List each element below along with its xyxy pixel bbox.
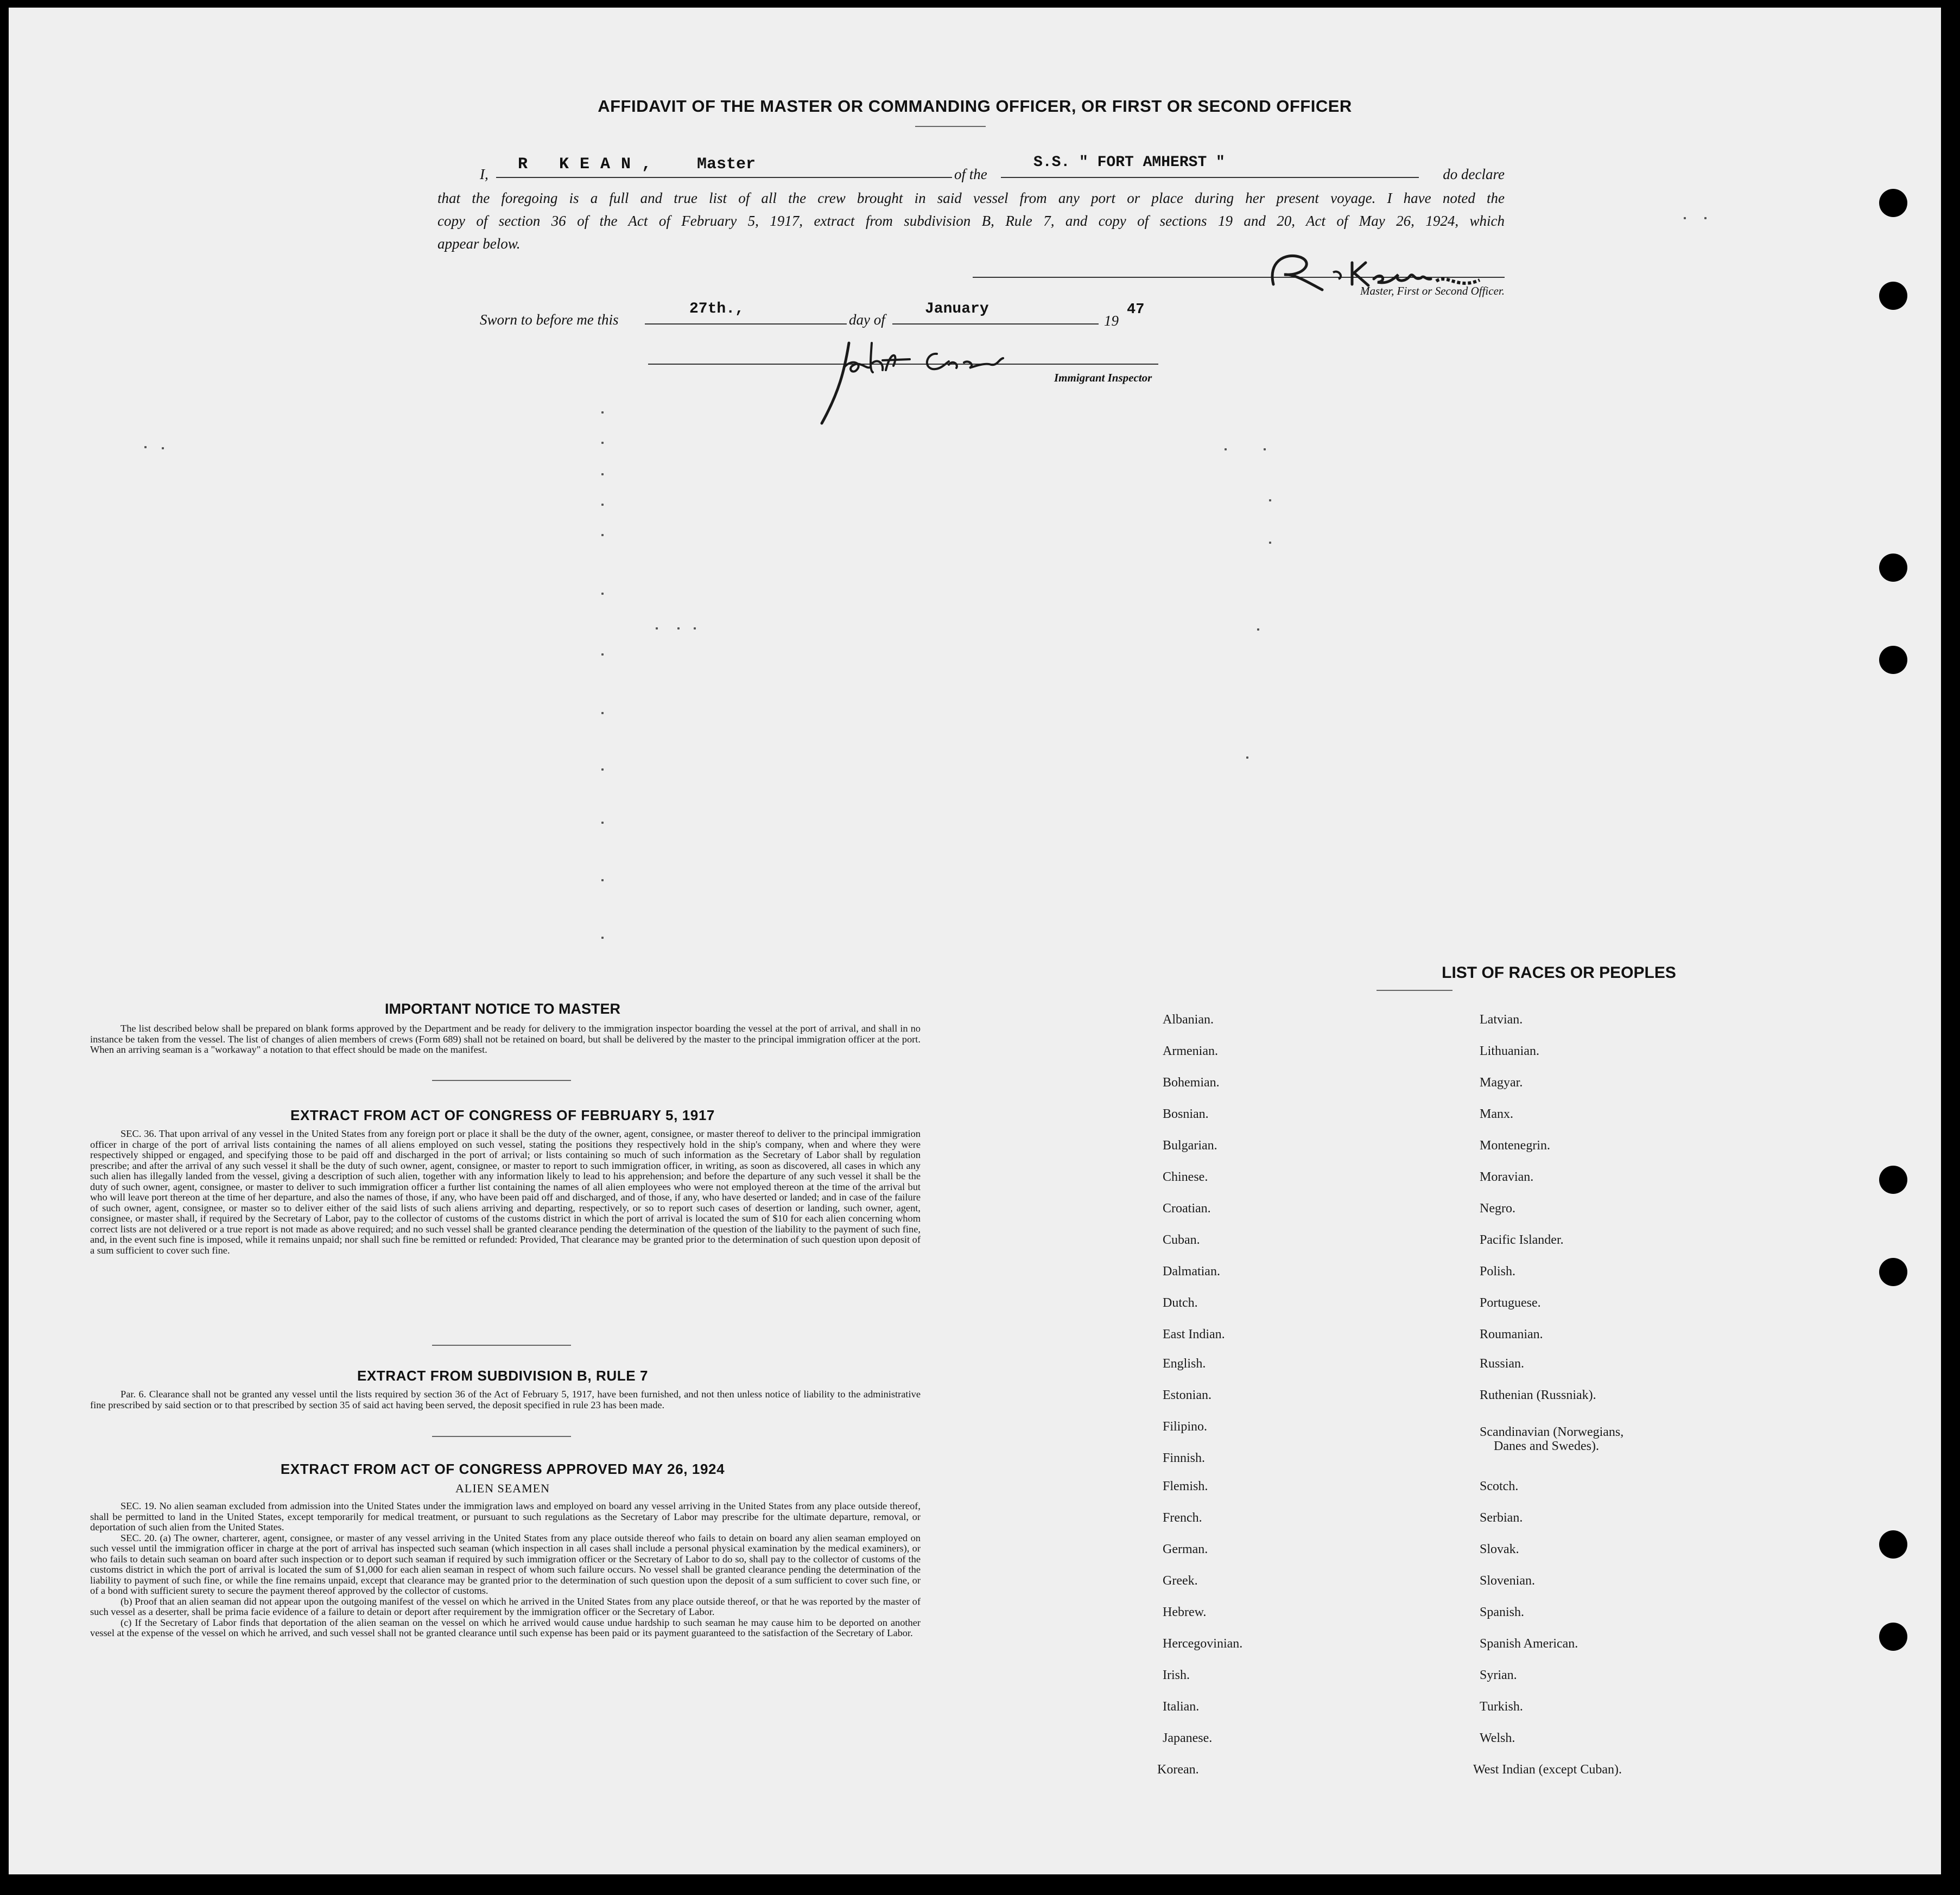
race-item: French. <box>1163 1511 1202 1525</box>
punch-hole <box>1879 1530 1907 1559</box>
sworn-day: 27th., <box>689 301 744 317</box>
scan-speck <box>601 937 604 939</box>
title-divider <box>915 126 986 127</box>
scan-speck <box>162 447 164 449</box>
race-item: Welsh. <box>1480 1731 1515 1745</box>
punch-hole <box>1879 646 1907 674</box>
rule-7-text <box>90 1389 921 1410</box>
notice-title: IMPORTANT NOTICE TO MASTER <box>385 1001 620 1017</box>
race-item: German. <box>1163 1542 1208 1556</box>
scan-speck <box>1704 217 1707 219</box>
scan-speck <box>601 653 604 656</box>
race-item: Filipino. <box>1163 1420 1208 1434</box>
scan-speck <box>1246 756 1248 759</box>
scan-speck <box>601 879 604 881</box>
race-item: Roumanian. <box>1480 1327 1543 1341</box>
scan-speck <box>1225 448 1227 450</box>
race-item: Scotch. <box>1480 1479 1519 1493</box>
affidavit-text-2: copy of section 36 of the Act of February 5, 1917, extract from subdivision B, Rule 7, and copy of sections 19 and 20, Act of May 26, 1924, which <box>437 213 1505 229</box>
scan-speck <box>601 822 604 824</box>
inspector-signature-graphic <box>807 332 1067 430</box>
race-item: Ruthenian (Russniak). <box>1480 1388 1596 1402</box>
race-item: Croatian. <box>1163 1201 1211 1216</box>
race-item: Negro. <box>1480 1201 1515 1216</box>
scan-speck <box>601 442 604 444</box>
punch-hole <box>1879 1166 1907 1194</box>
notice-text <box>90 1023 921 1055</box>
scan-speck <box>601 712 604 714</box>
act-1924-sec-19: SEC. 19. No alien seaman excluded from admission into the United States under the immigration laws and employed on board any vessel arriving in the United States from any place outside thereof, shall be permitted to land in the United States, except temporarily for medical treatment, or pursuant to such regulations as the Secretary of Labor may prescribe for the ultimate departure, removal, or deportation of such alien from the United States. <box>90 1500 921 1532</box>
race-item: Syrian. <box>1480 1668 1517 1682</box>
race-item: Greek. <box>1163 1574 1198 1588</box>
scan-speck <box>601 534 604 536</box>
act-1917-title: EXTRACT FROM ACT OF CONGRESS OF FEBRUARY 5, 1917 <box>290 1107 715 1123</box>
race-item: Hercegovinian. <box>1163 1637 1243 1651</box>
race-item: Korean. <box>1157 1763 1199 1777</box>
act-1917-paragraph: SEC. 36. That upon arrival of any vessel in the United States from any foreign port or place it shall be the duty of the owner, agent, consignee, or master thereof to deliver to the principal immigration officer in charge of the port of arrival lists containing the names of all aliens employed on such vessel, stating the positions they respectively hold in the ship's company, when and where they were respectively shipped or engaged, and specifying those to be paid off and discharged in the port of arrival; or lists containing so much of such information as the Secretary of Labor shall by regulation prescribe; and after the arrival of any such vessel it shall be the duty of such owner, agent, consignee, or master to report to such immigration officer, in writing, as soon as discovered, all cases in which any such alien has illegally landed from the vessel, giving a description of such alien, together with any information likely to lead to his apprehension; and before the departure of any such vessel it shall be the duty of such owner, agent, consignee, or master to deliver to such immigration officer a further list containing the names of all alien employees who were not employed thereon at the time of the arrival but who will leave port thereon at the time of her departure, and also the names of those, if any, who have been paid off and discharged, and of those, if any, who have deserted or landed; and in case of the failure of such owner, agent, consignee, or master so to deliver either of the said lists of such aliens arriving and departing, respectively, or so to report such cases of desertion or landing, such owner, agent, consignee, or master shall, if required by the Secretary of Labor, pay to the collector of customs of the customs district in which the port of arrival is located the sum of $10 for each alien concerning whom correct lists are not delivered or a true report is not made as above required; and no such vessel shall be granted clearance pending the determination of the question of the liability to the payment of such fine, and, in the event such fine is imposed, while it remains unpaid; nor shall such fine be remitted or refunded: Provided, That clearance may be granted prior to the determination of such question upon deposit of a sum sufficient to cover such fine. <box>90 1128 921 1256</box>
scan-speck <box>601 593 604 595</box>
race-item: Armenian. <box>1163 1044 1218 1058</box>
act-1924-sec-20c: (c) If the Secretary of Labor finds that deportation of the alien seaman on the vessel on which he arrived would cause undue hardship to such seaman he may cause him to be deported on another vessel at the expense of the vessel on which he arrived, and such vessel shall not be granted clearance until such expense has been paid or its payment guaranteed to the satisfaction of the Secretary of Labor. <box>90 1617 921 1638</box>
race-item: Moravian. <box>1480 1170 1534 1184</box>
race-item: Danes and Swedes). <box>1494 1439 1599 1453</box>
scan-speck <box>656 627 658 629</box>
race-item: Lithuanian. <box>1480 1044 1539 1058</box>
master-name-line <box>496 177 952 178</box>
scan-speck <box>1264 448 1266 450</box>
race-item: Turkish. <box>1480 1700 1523 1714</box>
race-item: Cuban. <box>1163 1233 1200 1247</box>
race-item: Spanish. <box>1480 1605 1525 1619</box>
race-item: Russian. <box>1480 1357 1525 1371</box>
race-item: Bohemian. <box>1163 1076 1220 1090</box>
race-item: Slovenian. <box>1480 1574 1535 1588</box>
race-item: Estonian. <box>1163 1388 1211 1402</box>
act-1924-sec-20a: SEC. 20. (a) The owner, charterer, agent, consignee, or master of any vessel arriving in the United States from any place outside thereof who fails to detain on board any alien seaman employed on such vessel until the immigration officer in charge at the port of arrival has inspected such seaman (which inspection in all cases shall include a personal physical examination by the medical examiners), or who fails to detain such seaman on board after such inspection or to deport such seaman if required by such immigration officer or the Secretary of Labor to do so, shall pay to the collector of customs of the customs district in which the port of arrival is located the sum of $1,000 for each alien seaman in respect of whom such failure occurs. No vessel shall be granted clearance pending the determination of the liability to payment of such fine, or while the fine remains unpaid, except that clearance may be granted prior to the determination of such question upon the deposit of a sum sufficient to cover such fine, or of a bond with sufficient surety to secure the payment thereof approved by the collector of customs. <box>90 1532 921 1596</box>
race-item: Latvian. <box>1480 1013 1523 1027</box>
scan-speck <box>694 627 696 629</box>
label-of-the: of the <box>954 166 987 182</box>
sworn-month-line <box>892 323 1099 325</box>
race-item: Chinese. <box>1163 1170 1208 1184</box>
race-item: English. <box>1163 1357 1206 1371</box>
act-1924-text <box>90 1501 921 1639</box>
punch-hole <box>1879 282 1907 310</box>
scan-speck <box>677 627 680 629</box>
affidavit-text-1: that the foregoing is a full and true list of all the crew brought in said vessel from any port or place during her present voyage. I have noted the <box>437 190 1505 206</box>
label-day-of: day of <box>849 311 885 328</box>
race-item: Polish. <box>1480 1264 1516 1279</box>
vessel-line <box>1001 177 1419 178</box>
scan-speck <box>1269 542 1271 544</box>
act-1924-subtitle: ALIEN SEAMEN <box>455 1481 550 1495</box>
document-page <box>9 8 1941 1874</box>
master-rank: Master <box>697 155 756 174</box>
punch-hole <box>1879 189 1907 217</box>
race-item: Dutch. <box>1163 1296 1198 1310</box>
master-name: R KEAN, <box>518 155 663 174</box>
race-item: Albanian. <box>1163 1013 1214 1027</box>
race-item: Spanish American. <box>1480 1637 1578 1651</box>
race-item: Serbian. <box>1480 1511 1523 1525</box>
race-item: Japanese. <box>1163 1731 1213 1745</box>
race-item: Flemish. <box>1163 1479 1208 1493</box>
scan-speck <box>1269 499 1271 501</box>
vessel-name: S.S. " FORT AMHERST " <box>1033 154 1225 171</box>
year-suffix: 47 <box>1127 302 1145 318</box>
race-item: Bosnian. <box>1163 1107 1209 1121</box>
act-1917-divider <box>432 1345 571 1346</box>
race-item: Irish. <box>1163 1668 1190 1682</box>
races-divider <box>1377 990 1452 991</box>
race-item: Finnish. <box>1163 1451 1206 1465</box>
punch-hole <box>1879 554 1907 582</box>
scan-speck <box>601 473 604 475</box>
race-item: Portuguese. <box>1480 1296 1541 1310</box>
race-item: East Indian. <box>1163 1327 1225 1341</box>
scan-speck <box>601 504 604 506</box>
notice-paragraph: The list described below shall be prepared on blank forms approved by the Department and be ready for delivery to the immigration inspector boarding the vessel at the port of arrival, and shall in no instance be taken from the vessel. The list of changes of alien members of crews (Form 689) shall not be retained on board, but shall be delivered by the master to the principal immigration officer at the port. When an arriving seaman is a "workaway" a notation to that effect should be made on the manifest. <box>90 1023 921 1055</box>
rule-7-paragraph: Par. 6. Clearance shall not be granted any vessel until the lists required by section 36 of the Act of February 5, 1917, have been furnished, and not then unless notice of liability to the administrative fine prescribed by said section or to that prescribed by section 35 of said act having been served, the deposit specified in rule 23 has been made. <box>90 1389 921 1410</box>
scan-speck <box>144 446 147 448</box>
race-item: Dalmatian. <box>1163 1264 1220 1279</box>
sworn-month: January <box>925 301 989 317</box>
label-i: I, <box>480 166 489 182</box>
rule-7-divider <box>432 1436 571 1437</box>
race-item: Slovak. <box>1480 1542 1519 1556</box>
race-item: Magyar. <box>1480 1076 1523 1090</box>
affidavit-text-3: appear below. <box>437 236 521 252</box>
notice-divider <box>432 1080 571 1081</box>
act-1917-text <box>90 1129 921 1256</box>
label-do-declare: do declare <box>1443 166 1505 182</box>
race-item: Hebrew. <box>1163 1605 1207 1619</box>
master-caption: Master, First or Second Officer. <box>1360 284 1505 297</box>
act-1924-title: EXTRACT FROM ACT OF CONGRESS APPROVED MAY 26, 1924 <box>280 1461 725 1477</box>
year-prefix: 19 <box>1104 313 1119 329</box>
races-title: LIST OF RACES OR PEOPLES <box>1442 964 1676 982</box>
punch-hole <box>1879 1258 1907 1286</box>
rule-7-title: EXTRACT FROM SUBDIVISION B, RULE 7 <box>357 1368 649 1384</box>
race-item: Montenegrin. <box>1480 1139 1550 1153</box>
scan-speck <box>601 411 604 414</box>
scan-speck <box>601 768 604 771</box>
affidavit-title: AFFIDAVIT OF THE MASTER OR COMMANDING OFFICER, OR FIRST OR SECOND OFFICER <box>598 97 1352 116</box>
race-item: Italian. <box>1163 1700 1200 1714</box>
race-item: Manx. <box>1480 1107 1513 1121</box>
sworn-day-line-b <box>645 323 847 325</box>
punch-hole <box>1879 1623 1907 1651</box>
act-1924-sec-20b: (b) Proof that an alien seaman did not appear upon the outgoing manifest of the vessel on which he arrived in the United States from any place outside thereof, or that he was reported by the master of such vessel as a deserter, shall be prima facie evidence of a failure to detain or deport after requirement by the immigration officer or the Secretary of Labor. <box>90 1595 921 1617</box>
label-sworn: Sworn to before me this <box>480 311 619 328</box>
inspector-caption: Immigrant Inspector <box>1054 371 1152 384</box>
scan-speck <box>1257 628 1259 631</box>
race-item: Pacific Islander. <box>1480 1233 1564 1247</box>
race-item: Scandinavian (Norwegians, <box>1480 1425 1624 1439</box>
scan-speck <box>1684 217 1686 219</box>
race-item: West Indian (except Cuban). <box>1473 1763 1622 1777</box>
race-item: Bulgarian. <box>1163 1139 1217 1153</box>
